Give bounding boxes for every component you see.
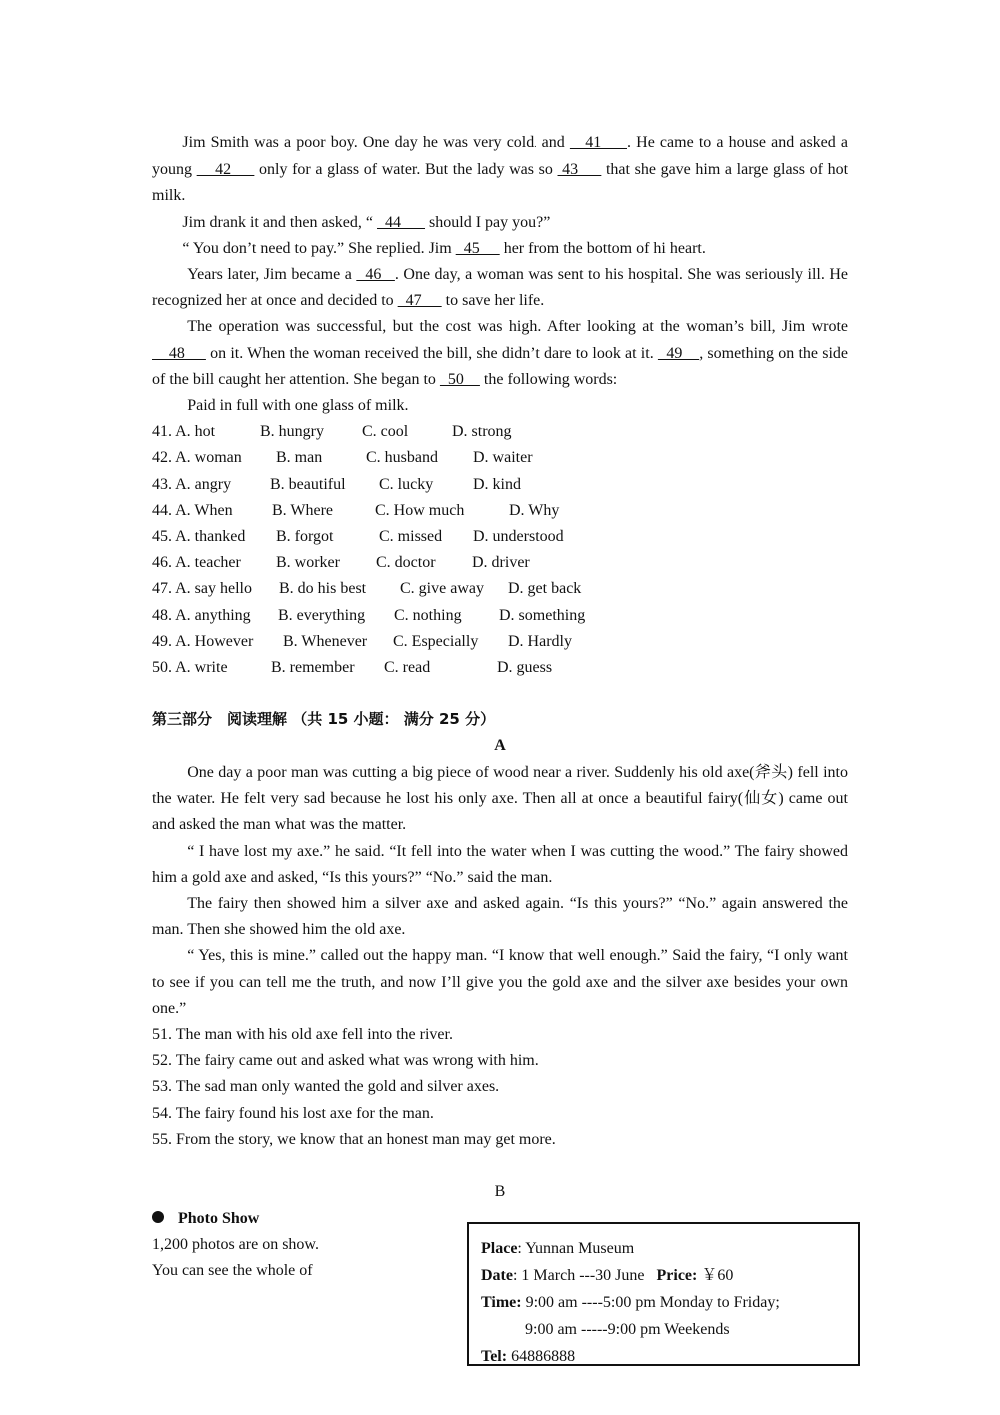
blank-45: 45 bbox=[455, 239, 500, 257]
cloze-passage bbox=[152, 130, 848, 681]
option-d: D. kind bbox=[473, 475, 521, 493]
option-row-48 bbox=[152, 603, 848, 629]
text: The operation was successful, but the cost was high. After looking at the woman’s bill, Jim wrote bbox=[187, 318, 848, 336]
time-row-2: 9:00 am -----9:00 pm Weekends bbox=[525, 1321, 730, 1338]
text: only for a glass of water. But the lady was so bbox=[254, 161, 558, 179]
photo-show bbox=[152, 1206, 452, 1285]
option-row-44 bbox=[152, 498, 848, 524]
option-c: C. cool bbox=[362, 423, 409, 441]
date-label: Date bbox=[481, 1267, 513, 1284]
option-row-45 bbox=[152, 524, 848, 550]
place-value: : Yunnan Museum bbox=[517, 1240, 635, 1257]
time-value-weekdays: 9:00 am ----5:00 pm Monday to Friday; bbox=[521, 1294, 780, 1311]
text: on it. When the woman received the bill, she didn’t dare to look at it. bbox=[205, 344, 658, 362]
option-a: 48. A. anything bbox=[152, 606, 251, 624]
text: . One day, a woman was sent to his hospital. She was seriously ill. He recognized her at once and decided to bbox=[152, 266, 849, 310]
price-label: Price: bbox=[656, 1267, 698, 1284]
statement-52: 52. The fairy came out and asked what was wrong with him. bbox=[152, 1052, 539, 1070]
option-c: C. How much bbox=[375, 501, 465, 519]
statement-55: 55. From the story, we know that an honest man may get more. bbox=[152, 1130, 556, 1148]
option-a: 46. A. teacher bbox=[152, 554, 241, 572]
option-c: C. missed bbox=[379, 527, 443, 545]
option-b: B. man bbox=[276, 449, 323, 467]
option-a: 47. A. say hello bbox=[152, 580, 252, 598]
option-row-41 bbox=[152, 419, 848, 445]
passage-a-paragraph-1: One day a poor man was cutting a big piece of wood near a river. Suddenly his old axe(斧头) fell into the water. He felt very sad because he lost his only axe. Then all at once a beautiful fairy(仙女) came out and asked the man what was the matter. bbox=[152, 764, 848, 834]
option-b: B. everything bbox=[278, 606, 366, 624]
passage-a-paragraph-2: “ I have lost my axe.” he said. “It fell into the water when I was cutting the wood.” The fairy showed him a gold axe and asked, “Is this yours?” “No.” said the man. bbox=[152, 842, 848, 886]
option-row-42 bbox=[152, 445, 848, 471]
place-label: Place bbox=[481, 1240, 518, 1257]
option-b: B. worker bbox=[276, 554, 340, 572]
price-value: ￥60 bbox=[697, 1267, 734, 1284]
blank-50: 50 bbox=[439, 370, 480, 388]
date-value: : 1 March ---30 June bbox=[512, 1267, 645, 1284]
option-d: D. something bbox=[499, 606, 586, 624]
blank-41: 41 bbox=[569, 134, 627, 151]
blank-43: 43 bbox=[557, 161, 602, 179]
blank-46: 46 bbox=[356, 266, 395, 284]
option-row-46 bbox=[152, 550, 848, 576]
text: her from the bottom of hi heart. bbox=[499, 239, 706, 257]
text: . He came to a house and asked a young bbox=[152, 134, 849, 179]
passage-a-paragraph-4: “ Yes, this is mine.” called out the happy man. “I know that well enough.” Said the fairy, “I only want to see if you can tell me the truth, and now I’ll give you the gold axe and the silver axe besides your own one.” bbox=[152, 947, 848, 1017]
blank-47: 47 bbox=[397, 292, 442, 310]
cloze-paragraph-6: Paid in full with one glass of milk. bbox=[187, 397, 409, 415]
text: the following words: bbox=[479, 370, 618, 388]
passage-a bbox=[152, 760, 848, 1153]
tel-value: 64886888 bbox=[507, 1348, 576, 1365]
photo-show-line-2: You can see the whole of bbox=[152, 1262, 313, 1280]
option-d: D. Why bbox=[509, 501, 560, 519]
bullet-icon bbox=[152, 1211, 164, 1223]
passage-label-b: B bbox=[494, 1183, 506, 1200]
section-heading: 第三部分 阅读理解 （共 15 小题： 满分 25 分） bbox=[152, 710, 496, 728]
option-c: C. give away bbox=[400, 580, 484, 598]
options-list bbox=[152, 419, 848, 681]
option-d: D. understood bbox=[473, 527, 564, 545]
blank-42: 42 bbox=[196, 161, 255, 179]
tel-label: Tel: bbox=[481, 1348, 508, 1365]
option-a: 44. A. When bbox=[152, 501, 233, 519]
cloze-paragraph-4 bbox=[152, 262, 848, 314]
option-b: B. Whenever bbox=[283, 632, 368, 650]
option-c: C. Especially bbox=[393, 632, 479, 650]
option-row-47 bbox=[152, 576, 848, 602]
tel-row bbox=[481, 1343, 858, 1370]
option-d: D. strong bbox=[452, 423, 512, 441]
text: and bbox=[536, 134, 570, 151]
option-a: 42. A. woman bbox=[152, 449, 242, 467]
statement-54: 54. The fairy found his lost axe for the man. bbox=[152, 1104, 434, 1122]
option-b: B. remember bbox=[271, 658, 355, 676]
option-c: C. doctor bbox=[376, 554, 436, 572]
option-b: B. hungry bbox=[260, 423, 324, 441]
option-c: C. lucky bbox=[379, 475, 434, 493]
time-row bbox=[481, 1289, 858, 1316]
blank-48: 48 bbox=[152, 344, 206, 362]
passage-label-a: A bbox=[494, 737, 506, 754]
option-a: 50. A. write bbox=[152, 658, 228, 676]
statements-list bbox=[152, 1022, 848, 1153]
option-a: 49. A. However bbox=[152, 632, 254, 650]
cloze-paragraph-1 bbox=[152, 130, 848, 210]
option-a: 43. A. angry bbox=[152, 475, 232, 493]
option-b: B. Where bbox=[272, 501, 334, 519]
text: Jim drank it and then asked, “ bbox=[182, 213, 378, 231]
option-b: B. beautiful bbox=[270, 475, 346, 493]
photo-show-title-text: Photo Show bbox=[178, 1210, 260, 1227]
photo-show-title bbox=[152, 1206, 452, 1232]
option-a: 41. A. hot bbox=[152, 423, 216, 441]
option-c: C. read bbox=[384, 658, 431, 676]
text: . bbox=[534, 139, 537, 149]
date-row bbox=[481, 1262, 858, 1289]
museum-info-box bbox=[467, 1222, 860, 1366]
text: should I pay you?” bbox=[425, 213, 551, 231]
time-label: Time: bbox=[481, 1294, 522, 1311]
option-row-43 bbox=[152, 472, 848, 498]
option-d: D. waiter bbox=[473, 449, 533, 467]
option-d: D. guess bbox=[497, 658, 553, 676]
blank-49: 49 bbox=[657, 344, 700, 362]
cloze-paragraph-2 bbox=[152, 210, 848, 236]
option-d: D. Hardly bbox=[508, 632, 572, 650]
place-row bbox=[481, 1235, 858, 1262]
statement-51: 51. The man with his old axe fell into the river. bbox=[152, 1026, 453, 1044]
option-c: C. husband bbox=[366, 449, 438, 467]
text: , something on the side of the bill caught her attention. She began to bbox=[152, 344, 849, 388]
cloze-paragraph-5 bbox=[152, 314, 848, 393]
option-c: C. nothing bbox=[394, 606, 462, 624]
cloze-paragraph-3 bbox=[152, 236, 848, 262]
statement-53: 53. The sad man only wanted the gold and silver axes. bbox=[152, 1078, 500, 1096]
text: “ You don’t need to pay.” She replied. Jim bbox=[182, 239, 456, 257]
option-b: B. forgot bbox=[276, 527, 334, 545]
option-d: D. driver bbox=[472, 554, 530, 572]
option-row-50 bbox=[152, 655, 848, 681]
text: to save her life. bbox=[441, 292, 545, 310]
option-b: B. do his best bbox=[279, 580, 367, 598]
blank-44: 44 bbox=[377, 213, 426, 231]
passage-a-paragraph-3: The fairy then showed him a silver axe and asked again. “Is this yours?” “No.” again answered the man. Then she showed him the old axe. bbox=[152, 895, 848, 939]
photo-show-line-1: 1,200 photos are on show. bbox=[152, 1236, 319, 1254]
text: Jim Smith was a poor boy. One day he was very cold bbox=[182, 134, 535, 151]
option-row-49 bbox=[152, 629, 848, 655]
option-d: D. get back bbox=[508, 580, 582, 598]
text: that she gave him a large glass of hot milk. bbox=[152, 161, 849, 205]
text: Years later, Jim became a bbox=[187, 266, 357, 284]
option-a: 45. A. thanked bbox=[152, 527, 246, 545]
